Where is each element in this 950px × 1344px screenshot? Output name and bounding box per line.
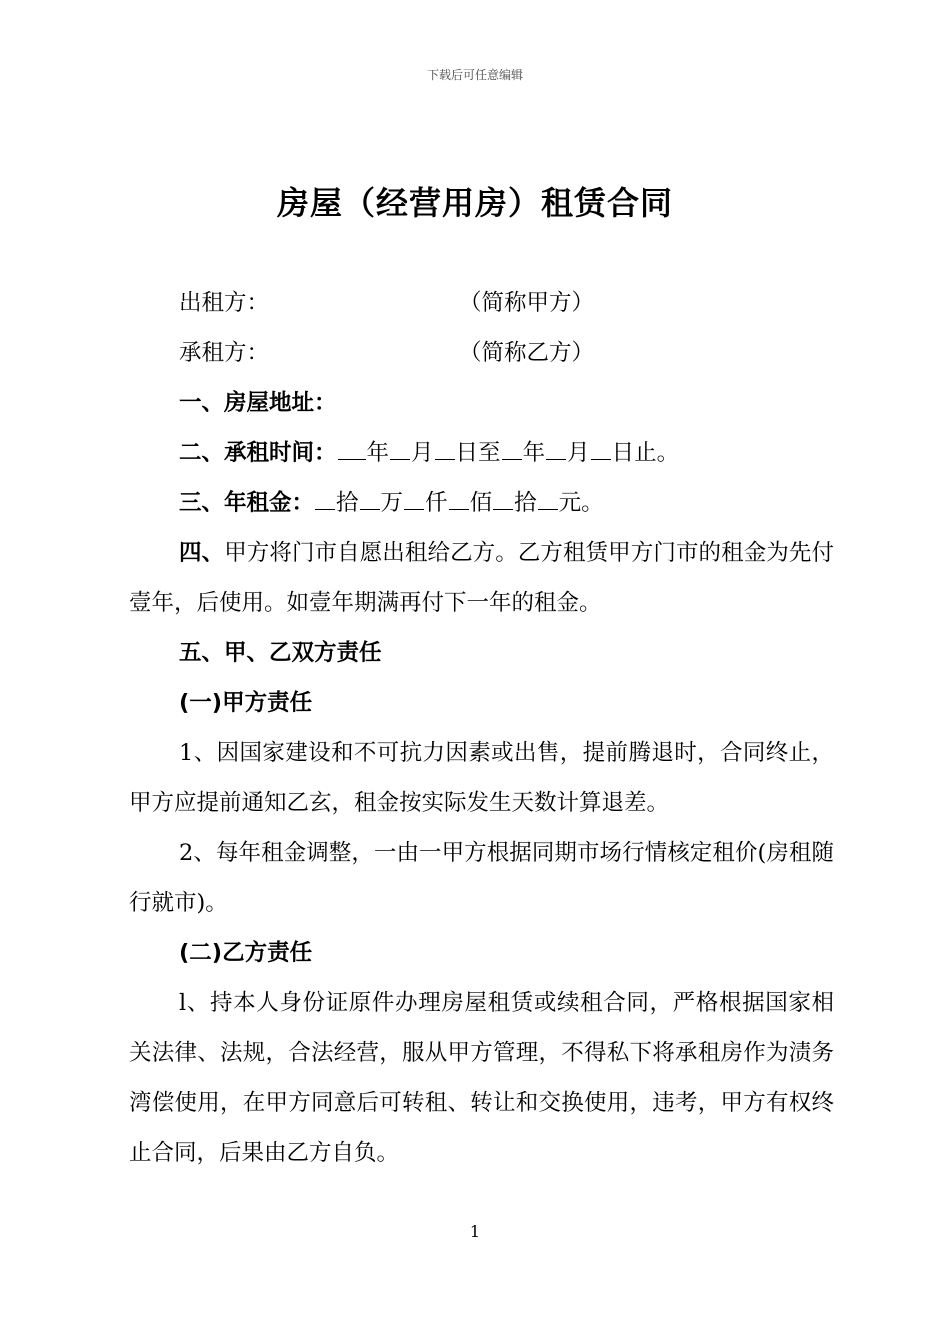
lessor-duty-1: 1、因国家建设和不可抗力因素或出售，提前腾退时，合同终止，甲方应提前通知乙玄，租金按实际发生天数计算退差。 <box>129 740 834 816</box>
rent-qian: 仟 <box>425 490 448 516</box>
blank-start-month <box>390 437 410 460</box>
section-rent-heading: 三、年租金： <box>179 490 315 516</box>
blank-bai <box>449 487 469 510</box>
section-address-heading: 一、房屋地址： <box>179 390 337 416</box>
lessee-abbreviation: （简称乙方） <box>459 340 595 366</box>
contract-body <box>129 278 834 1178</box>
section-address <box>129 378 834 428</box>
blank-qian <box>404 487 424 510</box>
blank-start-day <box>435 437 455 460</box>
blank-wan <box>360 487 380 510</box>
rent-bai: 佰 <box>469 490 493 516</box>
blank-yuan <box>538 487 558 510</box>
blank-end-day <box>591 437 611 460</box>
section-term <box>129 428 834 478</box>
lessor-label: 出租方： <box>179 290 270 316</box>
rent-yuan: 元。 <box>558 490 604 516</box>
blank-shi <box>493 487 513 510</box>
lessor-abbreviation: （简称甲方） <box>459 290 595 316</box>
rent-wan: 万 <box>380 490 404 516</box>
term-year-1: 年 <box>366 440 390 466</box>
term-year-2: 年 <box>522 440 546 466</box>
section-rent <box>129 478 834 528</box>
term-day-end: 日止。 <box>611 440 680 466</box>
section-payment-text: 甲方将门市自愿出租给乙方。乙方租赁甲方门市的租金为先付壹年，后使用。如壹年期满再付下一年的租金。 <box>129 540 834 616</box>
lessee-duties-heading: (二)乙方责任 <box>179 940 313 966</box>
section-term-heading: 二、承租时间： <box>179 440 337 466</box>
document-title: 房屋（经营用房）租赁合同 <box>276 184 673 222</box>
section-payment-heading: 四、 <box>179 540 225 566</box>
page-number: 1 <box>469 1222 481 1241</box>
rent-shi-2: 拾 <box>514 490 537 516</box>
term-day-to: 日至 <box>455 440 501 466</box>
section-payment <box>129 528 834 628</box>
blank-end-year <box>502 437 522 460</box>
section-responsibilities-heading: 五、甲、乙双方责任 <box>179 640 382 666</box>
blank-start-year <box>338 437 366 460</box>
lessor-duty-2: 2、每年租金调整，一由一甲方根据同期市场行情核定租价(房租随行就市)。 <box>129 840 834 916</box>
lessor-duties-heading: (一)甲方责任 <box>179 690 313 716</box>
lessee-duty-1: l、持本人身份证原件办理房屋租赁或续租合同，严格根据国家相关法律、法规，合法经营，服从甲方管理，不得私下将承租房作为渍务湾偿使用，在甲方同意后可转租、转让和交换使用，违考，甲方有权终止合同，后果由乙方自负。 <box>129 990 834 1166</box>
lessor-line <box>129 278 834 328</box>
section-responsibilities <box>129 628 834 678</box>
lessee-line <box>129 328 834 378</box>
blank-shi-wan <box>315 487 335 510</box>
header-note: 下载后可任意编辑 <box>426 68 523 82</box>
term-month-1: 月 <box>411 440 434 466</box>
lessee-label: 承租方： <box>179 340 270 366</box>
blank-end-month <box>546 437 566 460</box>
rent-shi-1: 拾 <box>336 490 359 516</box>
term-month-2: 月 <box>567 440 590 466</box>
